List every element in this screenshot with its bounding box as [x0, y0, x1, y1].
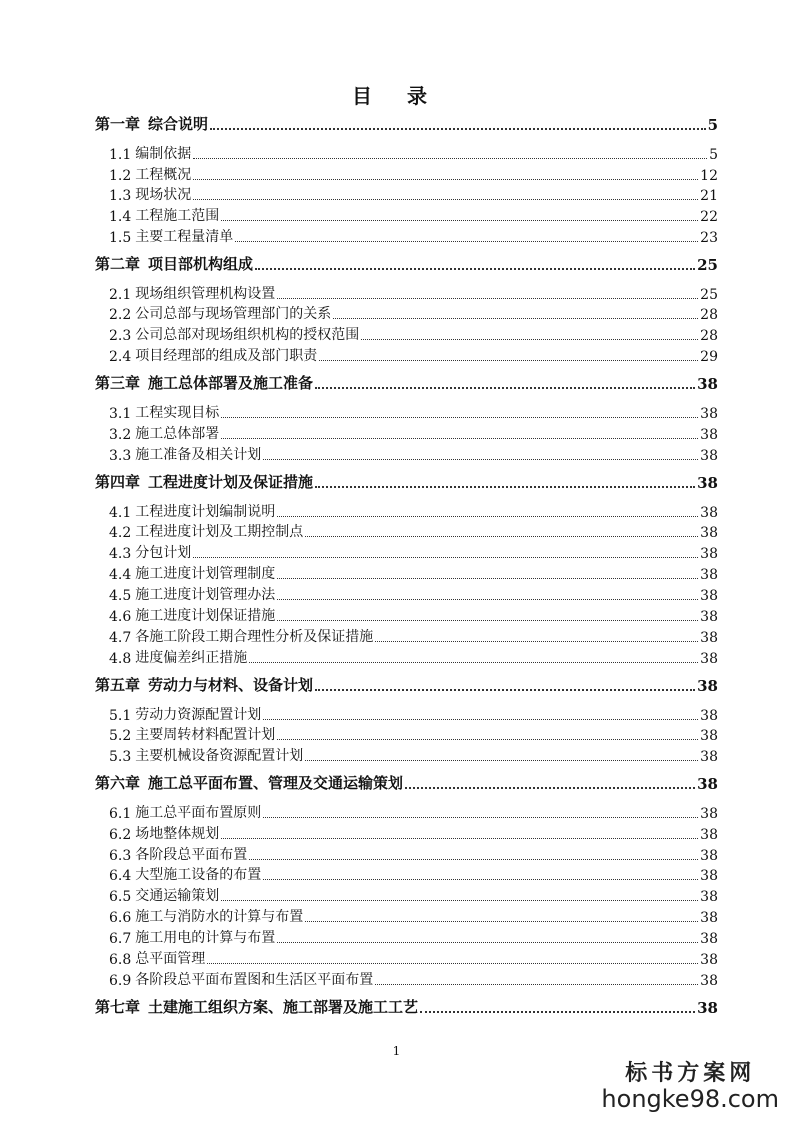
toc-entry-page: 22 [700, 209, 718, 225]
toc-entry-number: 5.1 [109, 708, 132, 724]
toc-entry-page: 38 [700, 525, 718, 541]
toc-chapter-entry[interactable] [95, 997, 718, 1017]
toc-entry-page: 38 [700, 931, 718, 947]
toc-leader-dots [263, 718, 698, 720]
toc-entry-page: 38 [700, 630, 718, 646]
toc-entry-page: 38 [700, 868, 718, 884]
toc-chapter-entry[interactable] [95, 114, 718, 134]
toc-leader-dots [277, 598, 698, 600]
toc-entry-number: 4.1 [109, 505, 132, 521]
toc-section-entry[interactable] [109, 563, 718, 583]
toc-entry-page: 5 [707, 116, 718, 134]
toc-chapter-entry[interactable] [95, 472, 718, 492]
toc-leader-dots [375, 983, 698, 985]
toc-entry-page: 28 [700, 328, 718, 344]
toc-entry-label: 工程概况 [135, 167, 192, 183]
toc-entry-page: 38 [700, 910, 718, 926]
toc-entry-page: 38 [700, 505, 718, 521]
toc-section-entry[interactable] [109, 542, 718, 562]
toc-entry-label: 主要机械设备资源配置计划 [135, 748, 304, 764]
toc-entry-number: 5.3 [109, 749, 132, 765]
toc-section-entry[interactable] [109, 927, 718, 947]
toc-entry-number: 3.1 [109, 406, 132, 422]
toc-leader-dots [249, 661, 698, 663]
toc-entry-number: 4.5 [109, 588, 132, 604]
toc-entry-label: 场地整体规划 [135, 826, 220, 842]
toc-entry-label: 大型施工设备的布置 [135, 867, 262, 883]
toc-entry-label: 施工进度计划管理制度 [135, 566, 276, 582]
toc-entry-label: 土建施工组织方案、施工部署及施工工艺 [148, 998, 419, 1016]
toc-section-entry[interactable] [109, 324, 718, 344]
watermark-logo [601, 1060, 779, 1112]
toc-entry-page: 38 [700, 848, 718, 864]
toc-leader-dots [277, 619, 698, 621]
toc-entry-page: 38 [697, 474, 718, 492]
toc-section-entry[interactable] [109, 969, 718, 989]
toc-entry-page: 38 [700, 427, 718, 443]
toc-leader-dots [221, 437, 698, 439]
toc-section-entry[interactable] [109, 724, 718, 744]
toc-section-entry[interactable] [109, 164, 718, 184]
toc-entry-number: 1.5 [109, 230, 132, 246]
toc-entry-number: 第五章 [95, 676, 141, 694]
toc-entry-page: 5 [709, 147, 718, 163]
toc-leader-dots [193, 198, 698, 200]
toc-section-entry[interactable] [109, 501, 718, 521]
toc-entry-page: 23 [700, 230, 718, 246]
watermark-url: hongke98.com [601, 1085, 779, 1113]
toc-leader-dots [319, 359, 698, 361]
toc-entry-label: 工程进度计划编制说明 [135, 504, 276, 520]
toc-entry-page: 38 [700, 973, 718, 989]
toc-entry-number: 6.1 [109, 806, 132, 822]
toc-entry-number: 第二章 [95, 255, 141, 273]
toc-section-entry[interactable] [109, 283, 718, 303]
toc-leader-dots [263, 816, 698, 818]
toc-entry-label: 施工准备及相关计划 [135, 447, 262, 463]
toc-entry-page: 38 [700, 708, 718, 724]
toc-entry-page: 38 [700, 567, 718, 583]
toc-entry-number: 4.2 [109, 525, 132, 541]
toc-entry-page: 38 [700, 827, 718, 843]
toc-entry-number: 6.7 [109, 931, 132, 947]
toc-section-entry[interactable] [109, 303, 718, 323]
toc-section-entry[interactable] [109, 802, 718, 822]
toc-leader-dots [305, 535, 698, 537]
toc-entry-page: 38 [697, 999, 718, 1017]
toc-leader-dots [221, 837, 698, 839]
toc-entry-number: 1.3 [109, 188, 132, 204]
toc-leader-dots [263, 458, 698, 460]
toc-leader-dots [221, 899, 698, 901]
toc-entry-label: 施工总体部署及施工准备 [148, 374, 314, 392]
toc-entry-number: 6.3 [109, 848, 132, 864]
toc-entry-number: 4.4 [109, 567, 132, 583]
toc-entry-number: 1.1 [109, 147, 132, 163]
toc-entry-number: 1.2 [109, 168, 132, 184]
toc-leader-dots [207, 962, 698, 964]
toc-leader-dots [375, 640, 698, 642]
toc-entry-number: 6.8 [109, 952, 132, 968]
toc-entry-page: 25 [697, 256, 718, 274]
toc-entry-label: 工程进度计划及工期控制点 [135, 524, 304, 540]
toc-entry-label: 公司总部与现场管理部门的关系 [135, 306, 332, 322]
toc-leader-dots [305, 759, 698, 761]
toc-entry-label: 施工进度计划保证措施 [135, 608, 276, 624]
toc-leader-dots [315, 386, 695, 389]
toc-entry-label: 现场组织管理机构设置 [135, 286, 276, 302]
toc-leader-dots [193, 556, 698, 558]
toc-entry-label: 项目部机构组成 [148, 255, 254, 273]
toc-entry-page: 21 [700, 188, 718, 204]
toc-entry-label: 工程实现目标 [135, 405, 220, 421]
toc-section-entry[interactable] [109, 823, 718, 843]
toc-entry-label: 各阶段总平面布置 [135, 847, 248, 863]
toc-entry-label: 主要周转材料配置计划 [135, 727, 276, 743]
toc-entry-page: 38 [700, 448, 718, 464]
toc-leader-dots [255, 267, 695, 270]
toc-entry-page: 38 [700, 749, 718, 765]
toc-entry-label: 进度偏差纠正措施 [135, 650, 248, 666]
toc-entry-page: 38 [697, 677, 718, 695]
toc-entry-number: 第三章 [95, 374, 141, 392]
toc-entry-number: 2.1 [109, 287, 132, 303]
toc-chapter-entry[interactable] [95, 373, 718, 393]
toc-leader-dots [277, 941, 698, 943]
toc-leader-dots [305, 920, 698, 922]
toc-section-entry[interactable] [109, 885, 718, 905]
toc-entry-label: 综合说明 [148, 115, 209, 133]
toc-leader-dots [315, 688, 695, 691]
toc-entry-page: 38 [700, 728, 718, 744]
toc-entry-label: 施工用电的计算与布置 [135, 930, 276, 946]
toc-entry-number: 6.4 [109, 868, 132, 884]
toc-entry-number: 1.4 [109, 209, 132, 225]
toc-leader-dots [221, 416, 698, 418]
toc-entry-number: 5.2 [109, 728, 132, 744]
toc-entry-label: 编制依据 [135, 146, 192, 162]
toc-leader-dots [361, 338, 698, 340]
toc-entry-label: 项目经理部的组成及部门职责 [135, 348, 318, 364]
toc-leader-dots [193, 178, 698, 180]
toc-section-entry[interactable] [109, 584, 718, 604]
toc-entry-number: 4.7 [109, 630, 132, 646]
toc-entry-number: 4.6 [109, 609, 132, 625]
toc-section-entry[interactable] [109, 626, 718, 646]
toc-leader-dots [249, 858, 698, 860]
toc-section-entry[interactable] [109, 948, 718, 968]
toc-entry-label: 主要工程量清单 [135, 229, 234, 245]
toc-leader-dots [277, 738, 698, 740]
toc-section-entry[interactable] [109, 521, 718, 541]
toc-entry-page: 38 [700, 588, 718, 604]
toc-leader-dots [221, 219, 698, 221]
toc-entry-label: 分包计划 [135, 545, 192, 561]
toc-entry-number: 2.3 [109, 328, 132, 344]
toc-entry-number: 第六章 [95, 774, 141, 792]
toc-entry-label: 总平面管理 [135, 951, 206, 967]
toc-entry-page: 25 [700, 287, 718, 303]
toc-entry-label: 公司总部对现场组织机构的授权范围 [135, 327, 360, 343]
toc-entry-number: 6.6 [109, 910, 132, 926]
toc-entry-page: 29 [700, 349, 718, 365]
toc-chapter-entry[interactable] [95, 675, 718, 695]
toc-entry-number: 2.4 [109, 349, 132, 365]
toc-entry-page: 38 [700, 406, 718, 422]
toc-entry-page: 12 [700, 168, 718, 184]
toc-entry-page: 38 [700, 546, 718, 562]
toc-entry-page: 38 [700, 952, 718, 968]
toc-entry-number: 第七章 [95, 998, 141, 1016]
toc-entry-number: 6.5 [109, 889, 132, 905]
toc-leader-dots [333, 317, 698, 319]
toc-section-entry[interactable] [109, 844, 718, 864]
toc-section-entry[interactable] [109, 226, 718, 246]
toc-entry-label: 施工总平面布置、管理及交通运输策划 [148, 774, 404, 792]
toc-section-entry[interactable] [109, 205, 718, 225]
toc-entry-label: 劳动力与材料、设备计划 [148, 676, 314, 694]
toc-entry-label: 劳动力资源配置计划 [135, 707, 262, 723]
toc-entry-page: 38 [697, 375, 718, 393]
watermark-title: 标书方案网 [625, 1060, 756, 1086]
toc-entry-label: 各施工阶段工期合理性分析及保证措施 [135, 629, 374, 645]
toc-leader-dots [277, 515, 698, 517]
toc-leader-dots [210, 127, 706, 130]
page-title: 目 录 [352, 84, 441, 108]
toc-section-entry[interactable] [109, 704, 718, 724]
toc-entry-number: 第一章 [95, 115, 141, 133]
toc-entry-page: 38 [700, 806, 718, 822]
toc-entry-label: 工程施工范围 [135, 208, 220, 224]
toc-entry-label: 现场状况 [135, 187, 192, 203]
toc-section-entry[interactable] [109, 345, 718, 365]
toc-leader-dots [263, 878, 698, 880]
toc-entry-number: 4.3 [109, 546, 132, 562]
toc-entry-label: 施工进度计划管理办法 [135, 587, 276, 603]
toc-section-entry[interactable] [109, 605, 718, 625]
toc-leader-dots [235, 240, 698, 242]
toc-entry-number: 第四章 [95, 473, 141, 491]
toc-entry-page: 38 [700, 889, 718, 905]
toc-entry-number: 4.8 [109, 651, 132, 667]
toc-entry-number: 6.9 [109, 973, 132, 989]
toc-section-entry[interactable] [109, 444, 718, 464]
toc-entry-number: 3.2 [109, 427, 132, 443]
toc-entry-page: 38 [700, 651, 718, 667]
toc-section-entry[interactable] [109, 143, 718, 163]
page-number: 1 [392, 1044, 401, 1058]
toc-leader-dots [277, 297, 698, 299]
toc-leader-dots [315, 485, 695, 488]
toc-entry-label: 施工总体部署 [135, 426, 220, 442]
toc-section-entry[interactable] [109, 423, 718, 443]
toc-entry-page: 28 [700, 307, 718, 323]
toc-leader-dots [277, 577, 698, 579]
toc-entry-label: 各阶段总平面布置图和生活区平面布置 [135, 972, 374, 988]
toc-section-entry[interactable] [109, 402, 718, 422]
toc-entry-label: 交通运输策划 [135, 888, 220, 904]
toc-leader-dots [405, 786, 695, 789]
toc-entry-page: 38 [697, 775, 718, 793]
toc-section-entry[interactable] [109, 906, 718, 926]
toc-chapter-entry[interactable] [95, 254, 718, 274]
toc-section-entry[interactable] [109, 745, 718, 765]
toc-section-entry[interactable] [109, 184, 718, 204]
toc-entry-number: 2.2 [109, 307, 132, 323]
toc-section-entry[interactable] [109, 647, 718, 667]
toc-entry-label: 施工总平面布置原则 [135, 805, 262, 821]
toc-entry-page: 38 [700, 609, 718, 625]
toc-entry-label: 施工与消防水的计算与布置 [135, 909, 304, 925]
toc-leader-dots [420, 1010, 695, 1013]
toc-leader-dots [193, 157, 707, 159]
toc-section-entry[interactable] [109, 864, 718, 884]
toc-chapter-entry[interactable] [95, 773, 718, 793]
toc-entry-number: 6.2 [109, 827, 132, 843]
toc-entry-label: 工程进度计划及保证措施 [148, 473, 314, 491]
toc-entry-number: 3.3 [109, 448, 132, 464]
